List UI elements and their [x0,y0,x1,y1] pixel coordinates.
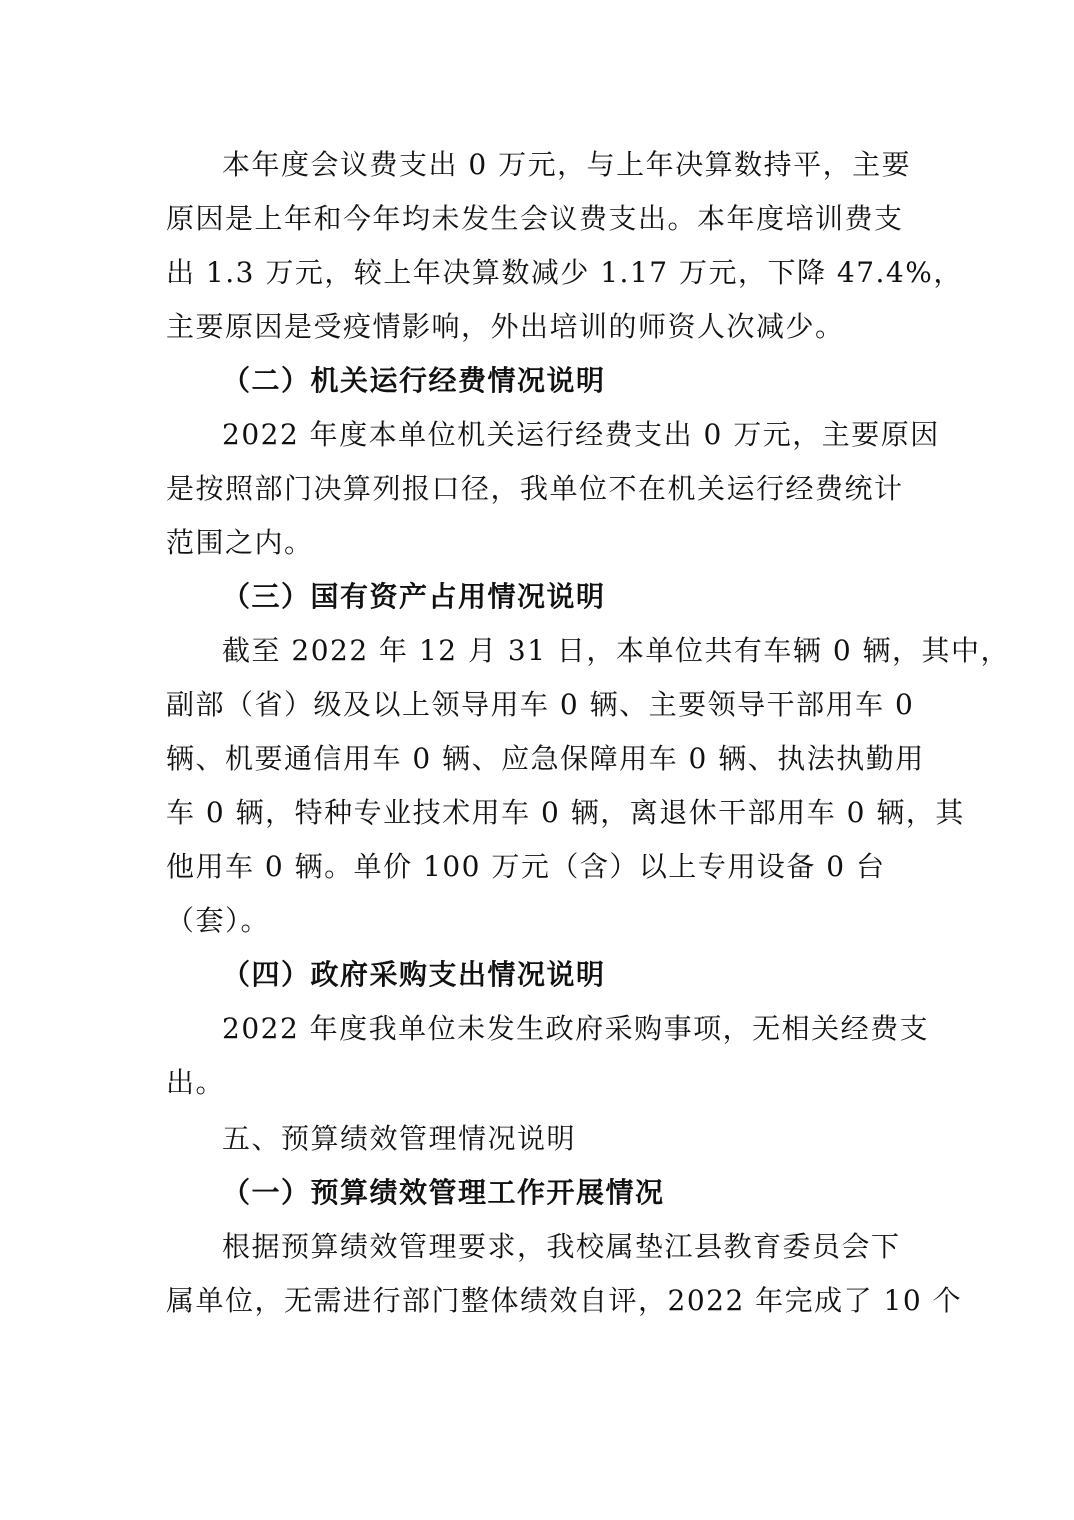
paragraph-line: 出。 [166,1066,226,1099]
section-heading: （三）国有资产占用情况说明 [222,580,606,613]
paragraph-line: 根据预算绩效管理要求，我校属垫江县教育委员会下 [222,1230,901,1263]
paragraph-line: 辆、机要通信用车 0 辆、应急保障用车 0 辆、执法执勤用 [166,742,925,775]
paragraph-line: 副部（省）级及以上领导用车 0 辆、主要领导干部用车 0 [166,688,915,721]
paragraph-line: 截至 2022 年 12 月 31 日，本单位共有车辆 0 辆，其中， [222,634,1011,667]
paragraph-line: 主要原因是受疫情影响，外出培训的师资人次减少。 [166,310,845,343]
paragraph-line: 他用车 0 辆。单价 100 万元（含）以上专用设备 0 台 [166,850,886,883]
section-heading: （一）预算绩效管理工作开展情况 [222,1176,665,1209]
paragraph-line: 属单位，无需进行部门整体绩效自评，2022 年完成了 10 个 [166,1284,963,1317]
paragraph-line: 范围之内。 [166,526,314,559]
paragraph-line: 车 0 辆，特种专业技术用车 0 辆，离退休干部用车 0 辆，其 [166,796,965,829]
paragraph-line: 原因是上年和今年均未发生会议费支出。本年度培训费支 [166,202,904,235]
chapter-heading: 五、预算绩效管理情况说明 [222,1122,577,1155]
paragraph-line: 2022 年度本单位机关运行经费支出 0 万元，主要原因 [222,418,940,451]
paragraph-line: 出 1.3 万元，较上年决算数减少 1.17 万元，下降 47.4%， [166,256,963,289]
paragraph-line: 本年度会议费支出 0 万元，与上年决算数持平，主要 [222,148,912,181]
section-heading: （二）机关运行经费情况说明 [222,364,606,397]
paragraph-line: （套）。 [166,904,271,937]
paragraph-line: 是按照部门决算列报口径，我单位不在机关运行经费统计 [166,472,904,505]
paragraph-line: 2022 年度我单位未发生政府采购事项，无相关经费支 [222,1012,930,1045]
section-heading: （四）政府采购支出情况说明 [222,958,606,991]
